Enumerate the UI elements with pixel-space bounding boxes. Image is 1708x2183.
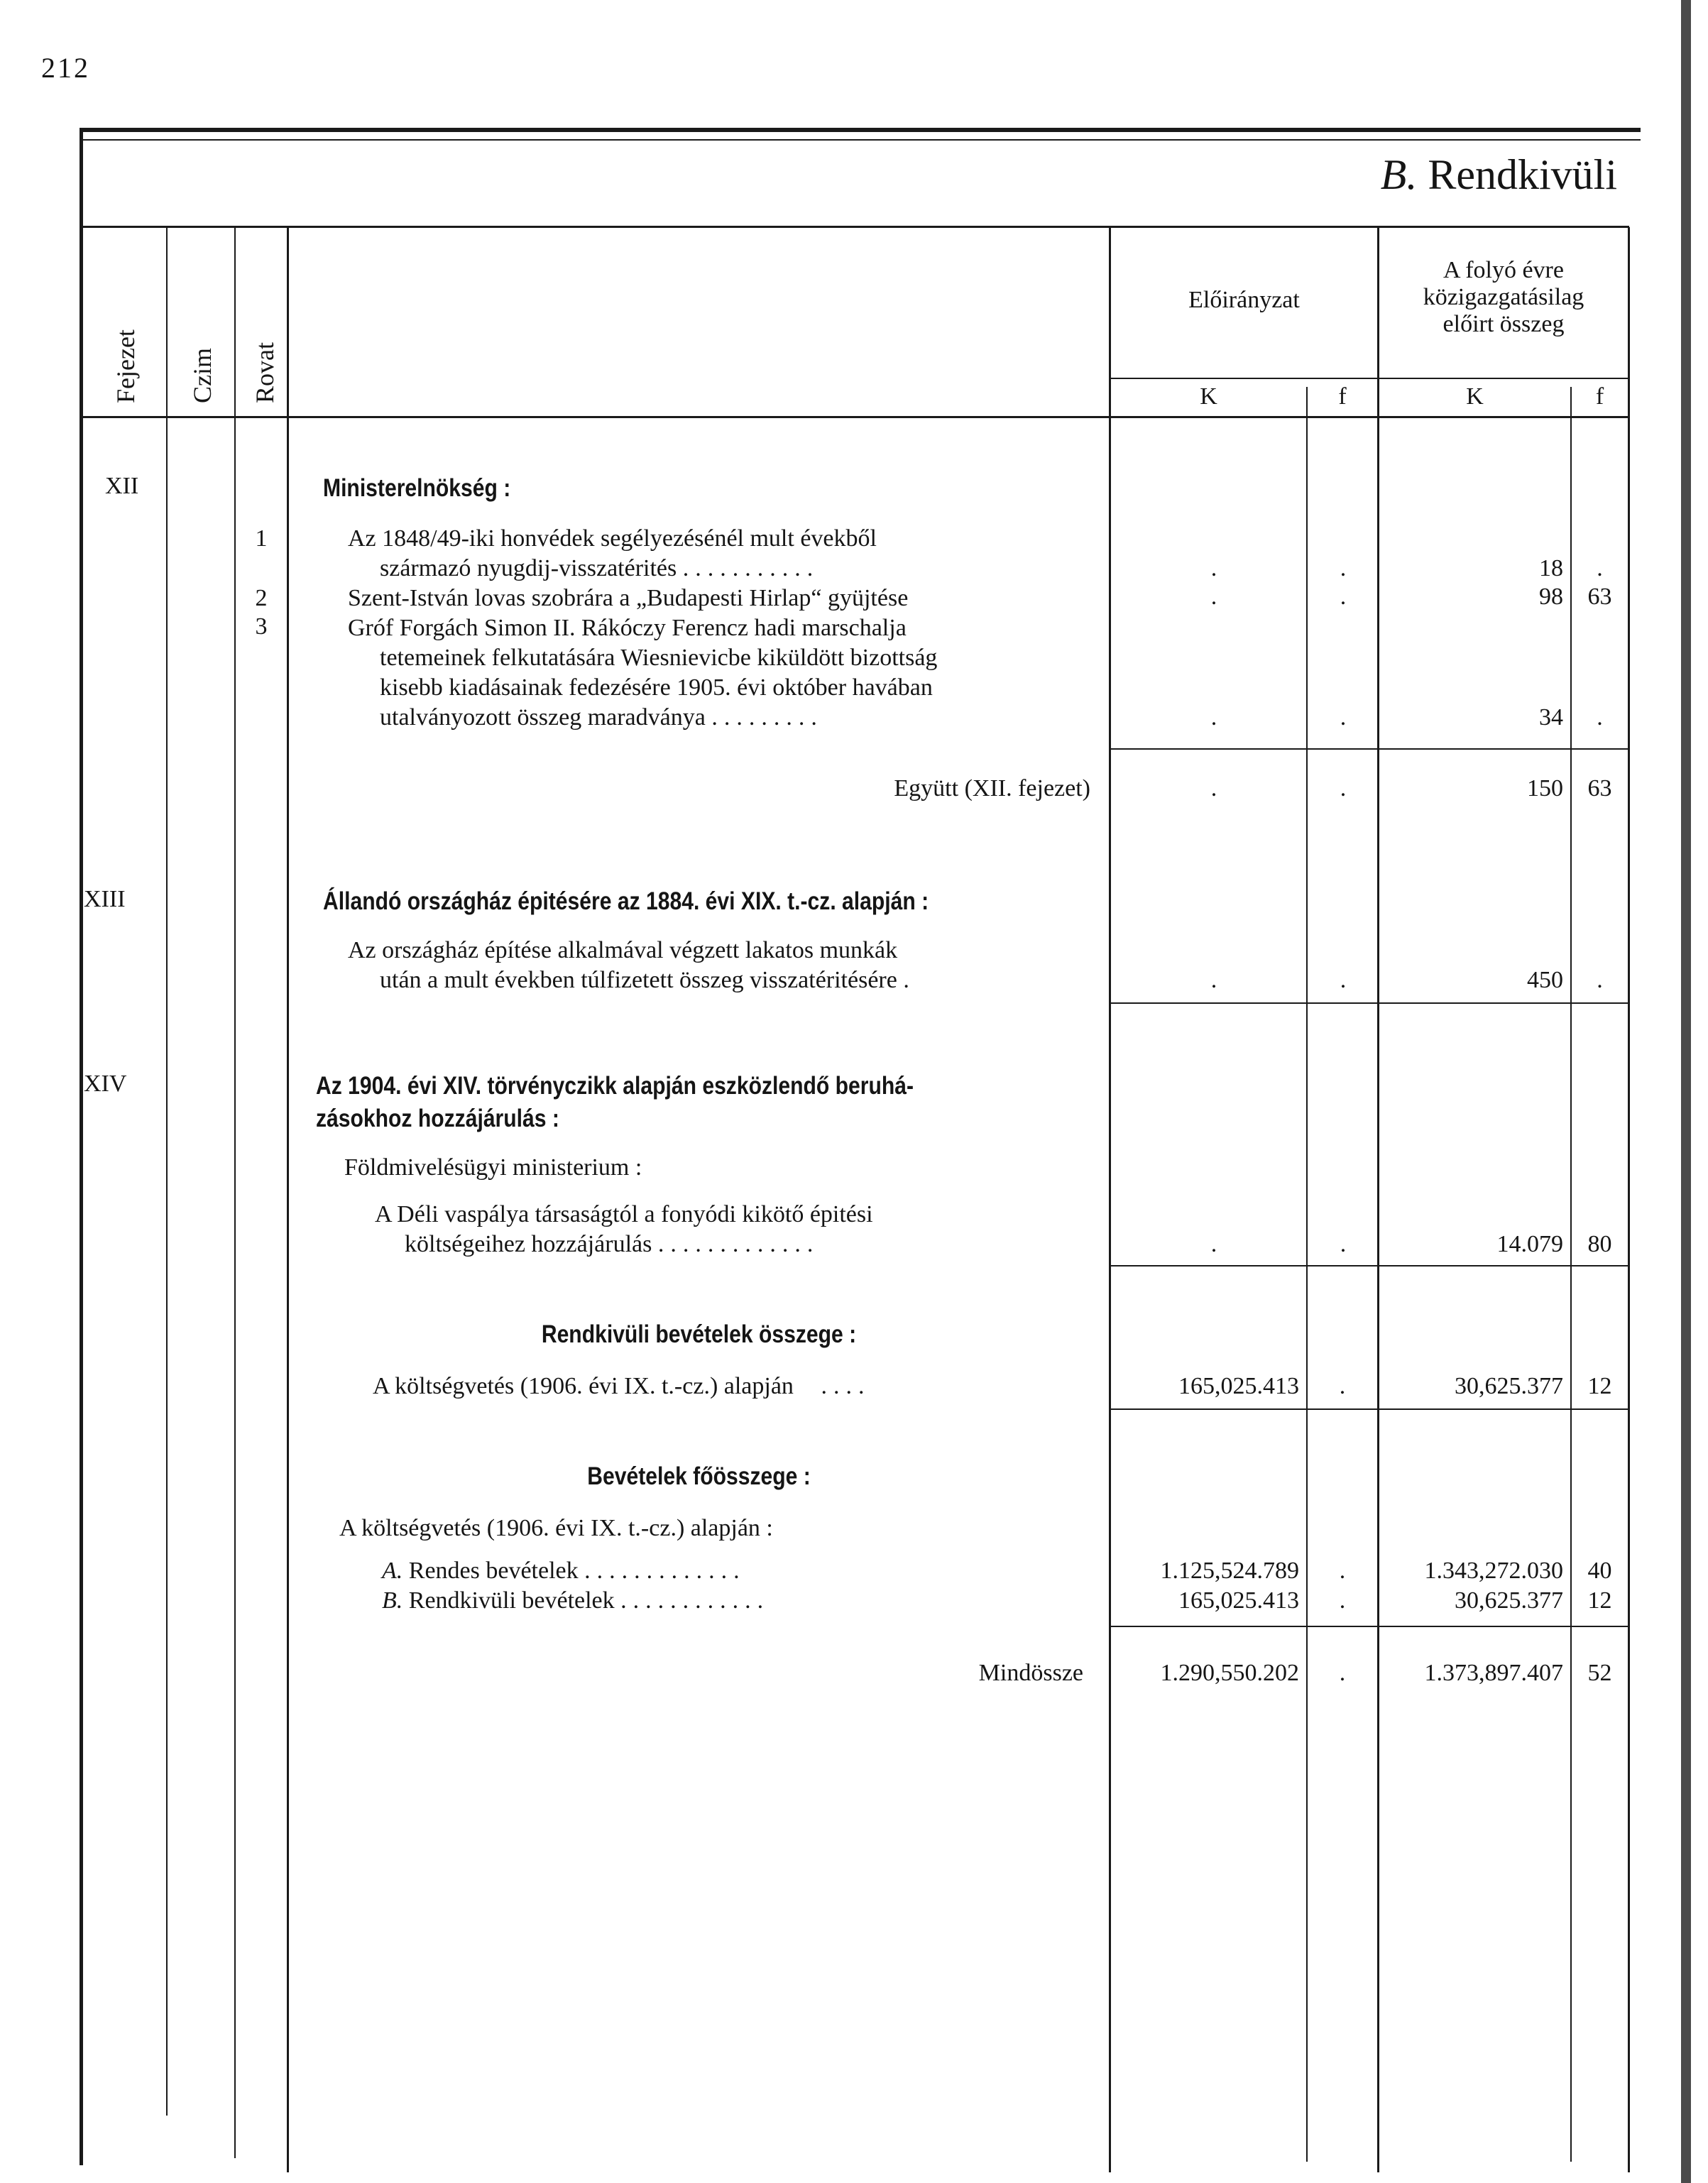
col-rule-text: [287, 227, 289, 2172]
fo-b-elo-k: 165,025.413: [1178, 1587, 1299, 1614]
header-bottom-rule: [82, 416, 1629, 418]
chapter-number-xiv: XIV: [84, 1071, 127, 1097]
fo-rule: [1111, 1626, 1629, 1627]
rendkivuli-total-title: Rendkivüli bevételek összege :: [541, 1320, 857, 1348]
total-label-xii: Együtt (XII. fejezet): [894, 775, 1090, 801]
item-1-folyo-f: .: [1597, 555, 1603, 581]
right-binding-edge: [1681, 0, 1691, 2183]
top-rule: [82, 128, 1641, 132]
rendkivuli-elo-k: 165,025.413: [1178, 1373, 1299, 1399]
fo-total-elo-k: 1.290,550.202: [1160, 1660, 1299, 1686]
fo-total-title: Bevételek főösszege :: [587, 1462, 811, 1490]
xiv-line1: A Déli vaspálya társaságtól a fonyódi kikötő épitési: [375, 1201, 873, 1227]
page-number: 212: [41, 52, 90, 84]
fo-a-elo-k: 1.125,524.789: [1160, 1558, 1299, 1584]
section-letter: B.: [1380, 151, 1418, 198]
item-3-folyo-k: 34: [1539, 704, 1563, 731]
header-folyo-line1: A folyó évre: [1443, 257, 1564, 283]
col-rule-czim: [166, 227, 168, 2116]
item-1-elo-f: .: [1340, 555, 1347, 581]
chapter-title-xiv-line1: Az 1904. évi XIV. törvényczikk alapján eszközlendő beruhá-: [316, 1072, 914, 1100]
fo-row-b: B. Rendkivüli bevételek ............: [382, 1587, 770, 1614]
item-3-elo-f: .: [1340, 704, 1347, 731]
col-rule-right: [1628, 227, 1630, 2172]
item-3-line1: Gróf Forgách Simon II. Rákóczy Ferencz hadi marschalja: [348, 615, 907, 641]
rendkivuli-rule: [1111, 1408, 1629, 1410]
header-folyo-k: K: [1466, 383, 1484, 410]
item-1-line2: származó nyugdij-visszatérités ...........: [380, 555, 820, 581]
left-border: [80, 128, 83, 2165]
total-xii-elo-k: .: [1210, 775, 1217, 801]
item-2-elo-f: .: [1340, 584, 1347, 610]
xiv-elo-f: .: [1340, 1231, 1347, 1257]
total-xii-elo-f: .: [1340, 775, 1347, 801]
rendkivuli-folyo-k: 30,625.377: [1455, 1373, 1563, 1399]
fo-a-elo-f: .: [1339, 1558, 1346, 1584]
rovat-2: 2: [255, 585, 268, 611]
header-czim: Czim: [188, 348, 217, 403]
header-top-rule: [82, 226, 1629, 228]
header-folyo-line3: előirt összeg: [1443, 311, 1565, 337]
item-2-elo-k: .: [1210, 584, 1217, 610]
col-rule-rovat: [234, 227, 236, 2158]
xiii-folyo-k: 450: [1527, 967, 1563, 993]
rovat-3: 3: [255, 613, 268, 640]
header-folyo-line2: közigazgatásilag: [1423, 284, 1584, 310]
item-2-folyo-k: 98: [1539, 584, 1563, 610]
xiv-folyo-f: 80: [1587, 1231, 1612, 1257]
fo-b-folyo-f: 12: [1587, 1587, 1612, 1614]
header-eloiranyzat: Előirányzat: [1188, 287, 1300, 313]
rovat-1: 1: [255, 525, 268, 552]
xiii-line2: után a mult években túlfizetett összeg visszatéritésére .: [380, 967, 909, 993]
xiii-elo-k: .: [1210, 967, 1217, 993]
header-fejezet: Fejezet: [111, 329, 140, 403]
item-2-line1: Szent-István lovas szobrára a „Budapesti Hirlap“ gyüjtése: [348, 585, 909, 611]
chapter-number-xiii: XIII: [84, 886, 126, 912]
fo-total-elo-f: .: [1339, 1660, 1346, 1686]
chapter-title-xiv-line2: zásokhoz hozzájárulás :: [316, 1105, 559, 1132]
xiii-folyo-f: .: [1597, 967, 1603, 993]
fo-b-elo-f: .: [1339, 1587, 1346, 1614]
fo-row-a: A. Rendes bevételek .............: [382, 1558, 746, 1584]
fo-total-folyo-k: 1.373,897.407: [1424, 1660, 1563, 1686]
item-3-line4: utalványozott összeg maradványa .........: [380, 704, 823, 731]
fo-b-folyo-k: 30,625.377: [1455, 1587, 1563, 1614]
item-1-line1: Az 1848/49-iki honvédek segélyezésénél mult évekből: [348, 525, 877, 552]
xiii-elo-f: .: [1340, 967, 1347, 993]
xiv-elo-k: .: [1210, 1231, 1217, 1257]
rendkivuli-line: A költségvetés (1906. évi IX. t.-cz.) alapján ....: [373, 1373, 871, 1399]
header-folyo-f: f: [1595, 383, 1604, 410]
fo-a-folyo-f: 40: [1587, 1558, 1612, 1584]
fo-total-label: Mindössze: [978, 1660, 1083, 1686]
section-title: [1381, 151, 1617, 199]
col-rule-folyo: [1377, 227, 1379, 2172]
item-1-elo-k: .: [1210, 555, 1217, 581]
item-2-folyo-f: 63: [1587, 584, 1612, 610]
item-3-elo-k: .: [1210, 704, 1217, 731]
item-3-line2: tetemeinek felkutatására Wiesnievicbe kiküldött bizottság: [380, 645, 938, 671]
xiv-line2: költségeihez hozzájárulás .............: [405, 1231, 820, 1257]
rendkivuli-folyo-f: 12: [1587, 1373, 1612, 1399]
item-3-line3: kisebb kiadásainak fedezésére 1905. évi október havában: [380, 674, 933, 701]
subtotal-rule-xii: [1111, 748, 1629, 750]
top-rule-thin: [82, 139, 1641, 141]
item-3-folyo-f: .: [1597, 704, 1603, 731]
xiii-line1: Az országház építése alkalmával végzett lakatos munkák: [348, 937, 898, 963]
chapter-number-xii: XII: [105, 473, 139, 499]
header-rovat: Rovat: [251, 342, 279, 403]
fo-total-folyo-f: 52: [1587, 1660, 1612, 1686]
col-rule-elo-f: [1306, 387, 1308, 2162]
xiv-folyo-k: 14.079: [1496, 1231, 1563, 1257]
chapter-title-xiii: Állandó országház épitésére az 1884. évi XIX. t.-cz. alapján :: [323, 887, 929, 915]
section-name: Rendkivüli: [1428, 151, 1617, 198]
col-rule-elo: [1109, 227, 1111, 2172]
xiv-ministry: Földmivelésügyi ministerium :: [344, 1154, 642, 1181]
header-elo-f: f: [1338, 383, 1347, 410]
fo-a-folyo-k: 1.343,272.030: [1424, 1558, 1563, 1584]
col-rule-folyo-f: [1570, 387, 1572, 2162]
header-elo-k: K: [1200, 383, 1217, 410]
subtotal-rule-xiv: [1111, 1265, 1629, 1266]
fo-intro: A költségvetés (1906. évi IX. t.-cz.) alapján :: [339, 1515, 773, 1541]
subtotal-rule-xiii: [1111, 1002, 1629, 1004]
total-xii-folyo-f: 63: [1587, 775, 1612, 801]
item-1-folyo-k: 18: [1539, 555, 1563, 581]
rendkivuli-elo-f: .: [1339, 1373, 1346, 1399]
chapter-title-xii: Ministerelnökség :: [323, 474, 511, 502]
k-f-rule: [1109, 378, 1629, 379]
total-xii-folyo-k: 150: [1527, 775, 1563, 801]
